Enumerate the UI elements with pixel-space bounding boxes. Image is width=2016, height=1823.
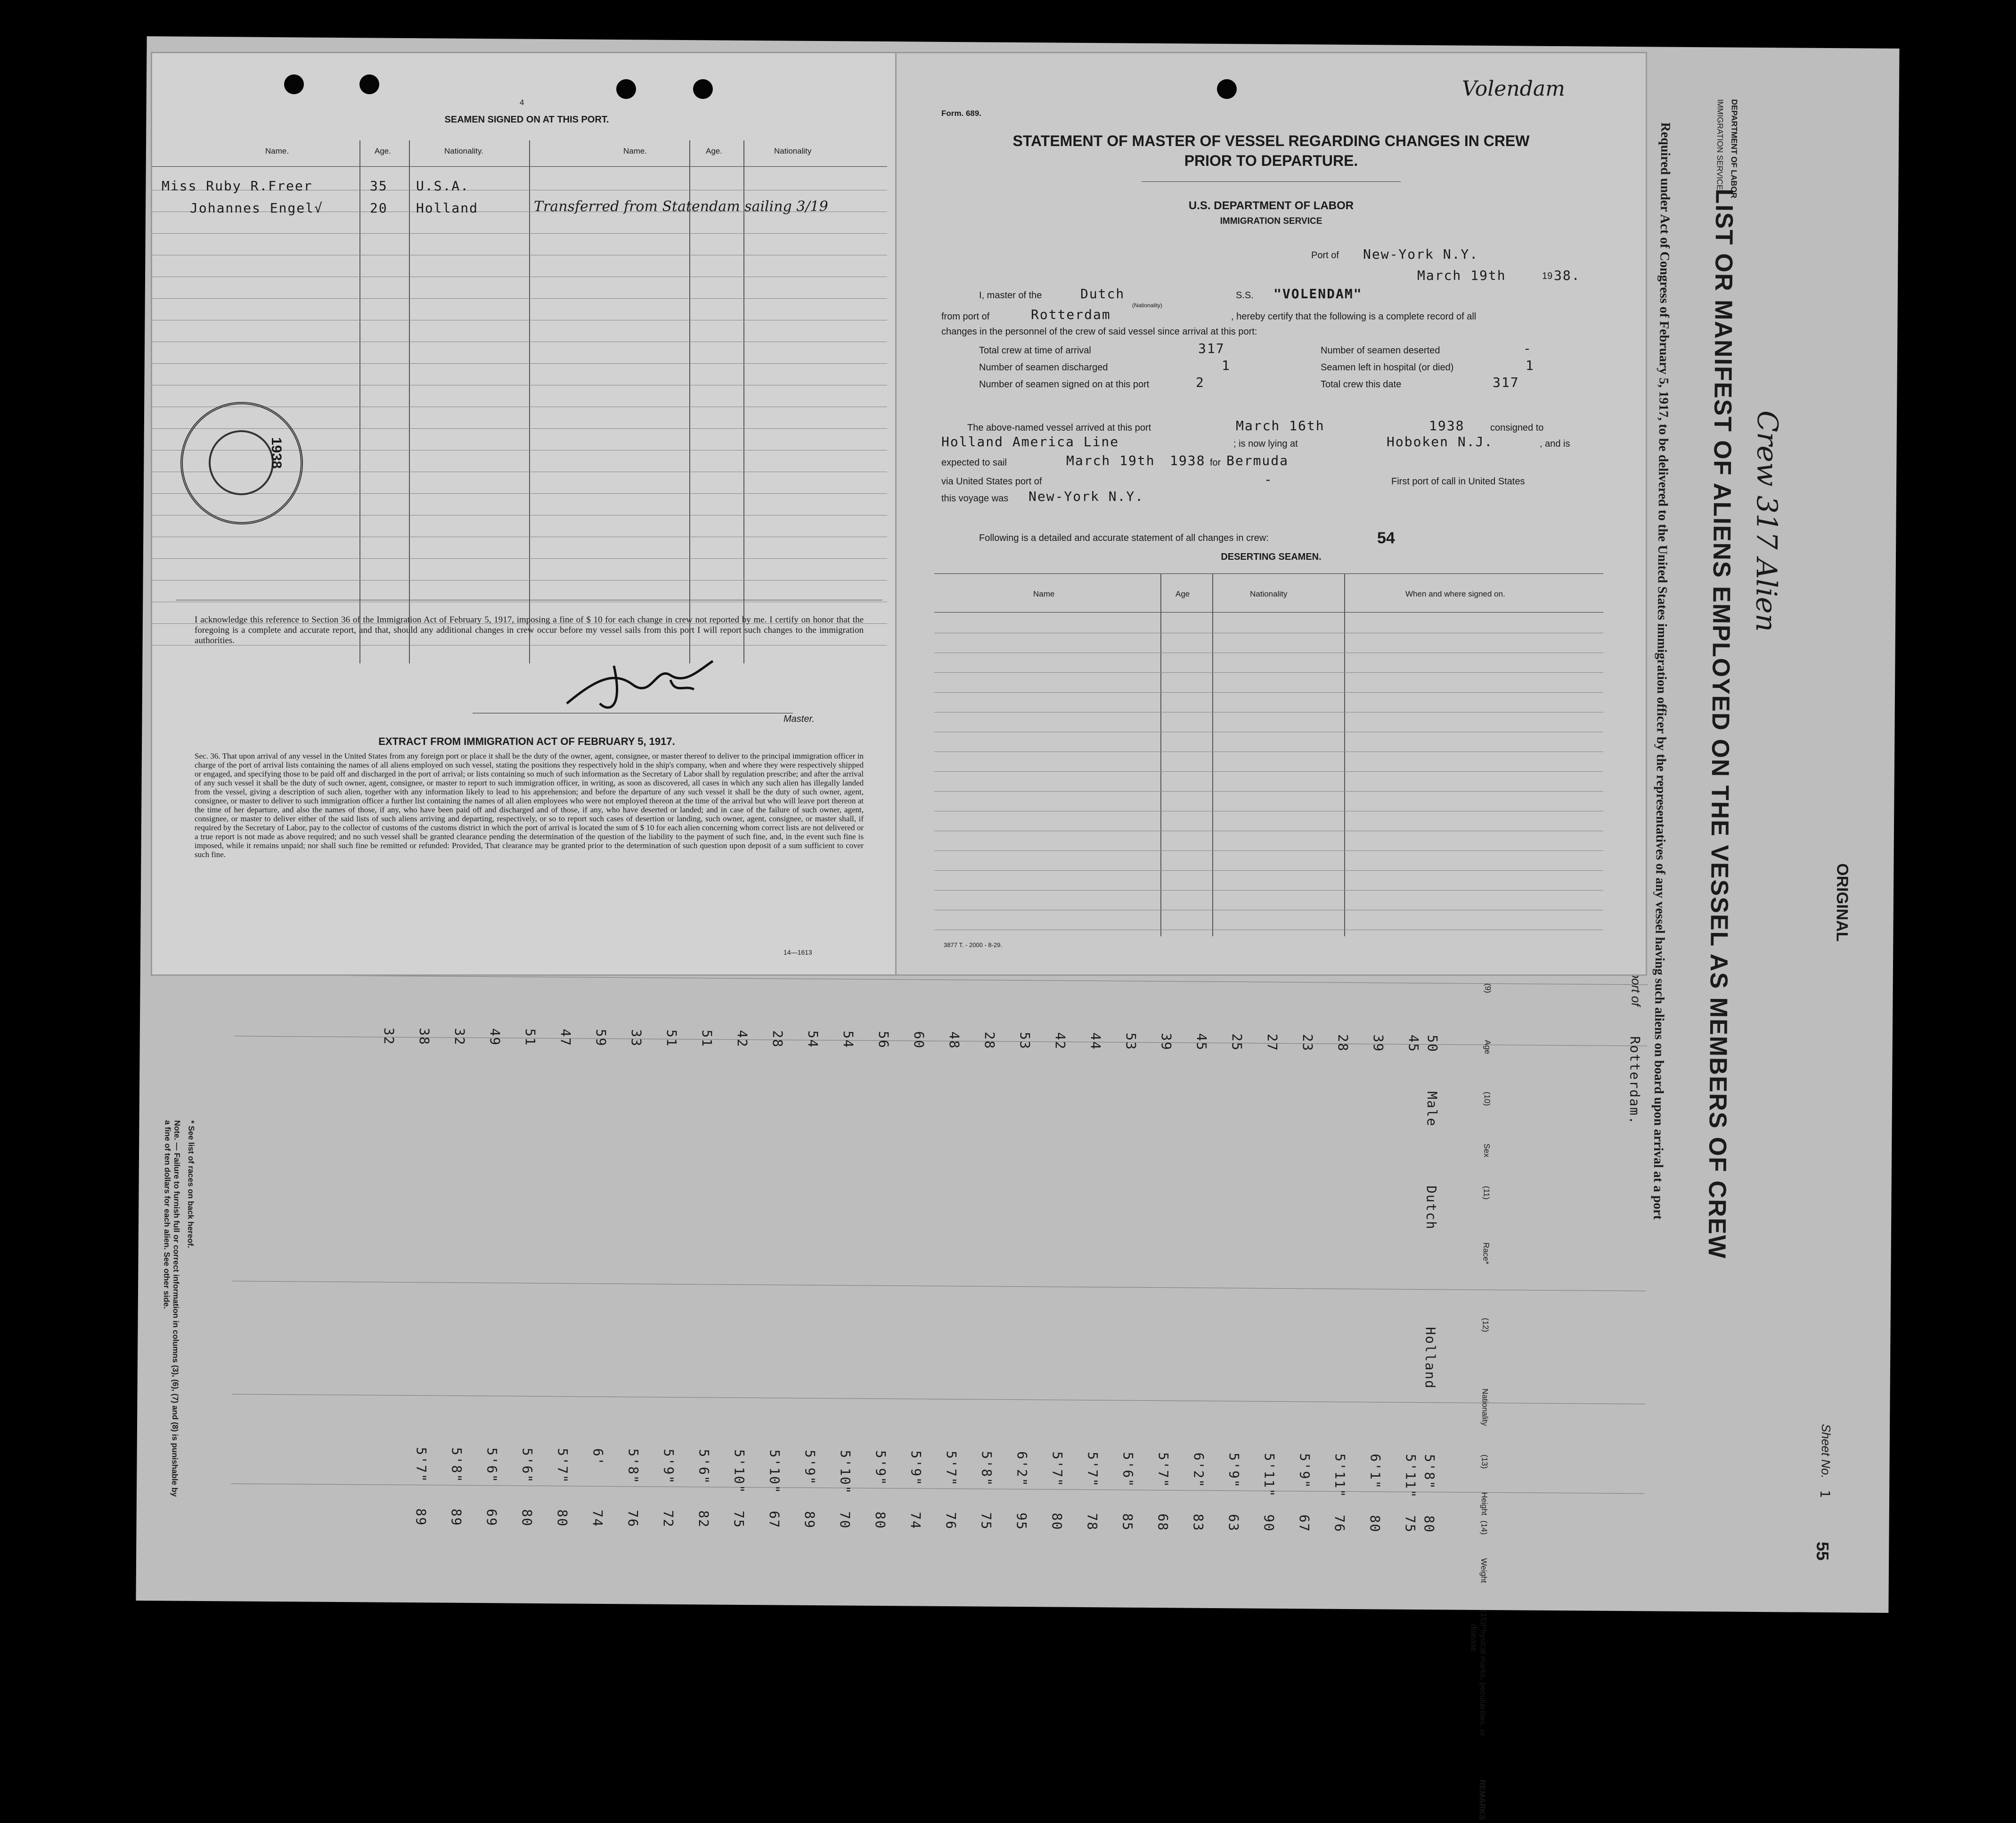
row1-nationality: Holland (1422, 1327, 1438, 1390)
col-age-2: Age. (706, 147, 722, 155)
deserting-header-rule (934, 573, 1603, 574)
signed-row-1-name: Miss Ruby R.Freer (162, 178, 313, 194)
master-label: Master. (784, 714, 815, 724)
manifest-height-cell: 5'8" (449, 1447, 465, 1483)
signed-row-1-nationality: U.S.A. (416, 178, 470, 194)
manifest-weight-cell: 74 (589, 1509, 605, 1528)
col-age: Age (1483, 1039, 1492, 1055)
sheet-label: Sheet No. (1819, 1423, 1834, 1479)
manifest-height-cell: 6'2" (1191, 1452, 1207, 1488)
manifest-age-cell: 51 (699, 1030, 715, 1048)
manifest-height-cell: 5'6" (519, 1447, 535, 1484)
row1-race: Dutch (1423, 1185, 1439, 1230)
table-row-rule (934, 672, 1603, 673)
manifest-age-cell: 56 (875, 1030, 891, 1049)
manifest-weight-cell: 90 (1261, 1514, 1277, 1532)
col-sex: Sex (1482, 1143, 1492, 1158)
manifest-weight-cell: 68 (1155, 1513, 1171, 1532)
manifest-weight-cell: 89 (448, 1508, 464, 1527)
grid-line (1160, 573, 1161, 936)
here-label: , and is (1540, 439, 1570, 449)
stat-label-deserted: Number of seamen deserted (1321, 345, 1440, 356)
manifest-height-cell: 5'10" (837, 1450, 853, 1495)
certify-text: , hereby certify that the following is a complete record of all (1231, 311, 1477, 322)
stat-label-total-date: Total crew this date (1321, 379, 1402, 390)
table-row-rule (152, 363, 887, 364)
manifest-age-cell: 44 (1087, 1032, 1103, 1050)
punch-hole (1217, 79, 1237, 99)
port-label: Port of (1311, 250, 1339, 261)
table-row-rule (934, 791, 1603, 792)
manifest-age-cell: 49 (487, 1028, 503, 1046)
row1-age: 50 (1424, 1035, 1440, 1053)
department-name: U.S. DEPARTMENT OF LABOR (1188, 199, 1354, 212)
manifest-title: LIST OR MANIFEST OF ALIENS EMPLOYED ON THE VESSEL AS MEMBERS OF CREW (1703, 188, 1738, 1259)
lying-at: Hoboken N.J. (1387, 434, 1494, 450)
manifest-age-cell: 48 (946, 1031, 962, 1049)
deserting-col-age: Age (1175, 589, 1190, 598)
deserting-title: DESERTING SEAMEN. (1221, 552, 1322, 562)
col-nationality-1: Nationality. (444, 147, 483, 155)
grid-line (409, 140, 410, 663)
manifest-weight-cell: 76 (943, 1512, 959, 1530)
nationality-caption: (Nationality) (1132, 302, 1163, 309)
row1-height: 5'8" (1421, 1454, 1437, 1490)
manifest-rule (235, 974, 1648, 985)
manifest-height-cell: 5'9" (661, 1448, 677, 1485)
manifest-subtitle: Required under Act of Congress of February 5, 1917, to be delivered to the United States immigration officer by the representatives of any vessel having such aliens on board upon arrival at a port (1650, 122, 1673, 1220)
punch-hole (359, 74, 379, 94)
footnote-1: * See list of races on back hereof. (186, 1120, 196, 1249)
original-label: ORIGINAL (1833, 863, 1852, 942)
via-value: - (1264, 472, 1273, 487)
stamp-inner-ring (209, 430, 274, 495)
deserting-col-nationality: Nationality (1250, 589, 1288, 598)
manifest-height-cell: 5'7" (413, 1447, 429, 1483)
deserting-col-name: Name (1033, 589, 1055, 598)
signed-row-1-age: 35 (370, 178, 388, 194)
table-row-rule (152, 558, 887, 559)
manifest-weight-cell: 80 (554, 1509, 570, 1528)
statement-date: March 19th (1417, 268, 1506, 283)
consignee: Holland America Line (941, 434, 1119, 450)
manifest-height-cell: 5'7" (1049, 1451, 1065, 1488)
changes-count: 54 (1377, 529, 1395, 547)
manifest-department: DEPARTMENT OF LABOR (1729, 99, 1739, 198)
port-value: New-York N.Y. (1363, 246, 1479, 262)
manifest-rule (232, 1394, 1645, 1404)
immigration-service-stamp (180, 402, 303, 524)
manifest-age-cell: 51 (663, 1029, 679, 1047)
manifest-weight-cell: 69 (483, 1509, 499, 1527)
manifest-age-cell: 28 (981, 1031, 997, 1050)
manifest-height-cell: 5'9" (1226, 1453, 1242, 1488)
col-age-1: Age. (375, 147, 391, 155)
page-number: 4 (520, 98, 524, 107)
first-port-label: First port of call in United States (1391, 476, 1525, 487)
col-race: Race* (1481, 1242, 1491, 1265)
footer-code: 3877 T. - 2000 - 8-29. (944, 941, 1003, 948)
statement-title-2: PRIOR TO DEPARTURE. (1184, 152, 1358, 169)
manifest-service: IMMIGRATION SERVICE (1715, 99, 1725, 190)
manifest-age-cell: 54 (840, 1030, 856, 1049)
manifest-height-cell: 5'8" (979, 1451, 995, 1487)
manifest-weight-cell: 82 (695, 1510, 711, 1529)
manifest-height-cell: 5'9" (802, 1449, 818, 1486)
year-value: 38. (1554, 268, 1581, 283)
via-label: via United States port of (941, 476, 1042, 487)
table-row-rule (934, 850, 1603, 851)
manifest-age-cell: 39 (1158, 1033, 1174, 1051)
manifest-height-cell: 5'11" (1261, 1453, 1277, 1498)
grid-line (689, 140, 690, 663)
manifest-age-cell: 60 (911, 1031, 927, 1049)
manifest-age-cell: 39 (1370, 1034, 1386, 1053)
punch-hole (284, 74, 304, 94)
col-physical-num: (15) (1479, 1610, 1488, 1625)
manifest-age-cell: 42 (734, 1030, 750, 1048)
manifest-height-cell: 5'11" (1403, 1454, 1419, 1499)
manifest-weight-cell: 72 (660, 1510, 676, 1528)
manifest-weight-cell: 83 (1190, 1513, 1206, 1532)
voyage-label: this voyage was (941, 493, 1009, 504)
stat-hospital: 1 (1526, 358, 1534, 373)
manifest-age-cell: 32 (381, 1027, 397, 1046)
destination: Bermuda (1226, 453, 1289, 468)
table-row-rule (152, 233, 887, 234)
footnote-2: Note. — Failure to furnish full or correct information in columns (3), (6), (7) and (8) is punishable by a fine of ten dollars for each alien. See other side. (162, 1120, 182, 1497)
from-port-label: from port of (941, 311, 990, 322)
sheet-no: 1 (1817, 1489, 1833, 1499)
sail-date: March 19th (1066, 453, 1155, 468)
col-weight-num: (14) (1479, 1520, 1489, 1535)
manifest-height-cell: 5'6" (696, 1449, 712, 1485)
manifest-age-cell: 28 (1335, 1034, 1351, 1052)
manifest-weight-cell: 74 (907, 1512, 923, 1530)
manifest-height-cell: 5'6" (1120, 1452, 1136, 1488)
col-name-1: Name. (265, 147, 289, 155)
manifest-weight-cell: 70 (837, 1511, 853, 1529)
sail-year: 1938 (1170, 453, 1206, 468)
table-row-rule (934, 870, 1603, 871)
col-nationality-num: (12) (1481, 1317, 1490, 1333)
seamen-signed-on-title: SEAMEN SIGNED ON AT THIS PORT. (444, 114, 609, 125)
manifest-weight-cell: 95 (1013, 1512, 1029, 1530)
manifest-weight-cell: 67 (766, 1511, 782, 1529)
manifest-age-cell: 54 (805, 1030, 821, 1048)
manifest-weight-cell: 75 (731, 1510, 747, 1529)
table-row-rule (934, 890, 1603, 891)
statement-title-1: STATEMENT OF MASTER OF VESSEL REGARDING CHANGES IN CREW (1012, 132, 1530, 149)
ss-label: S.S. (1236, 290, 1254, 301)
row1-sex: Male (1424, 1091, 1440, 1127)
certify-text-2: changes in the personnel of the crew of said vessel since arrival at this port: (941, 327, 1257, 337)
manifest-age-cell: 25 (1229, 1033, 1245, 1052)
manifest-age-cell: 28 (769, 1030, 785, 1048)
manifest-weight-cell: 80 (519, 1509, 535, 1527)
manifest-height-cell: 5'8" (625, 1448, 641, 1484)
manifest-age-cell: 47 (557, 1029, 573, 1047)
stamp-year: 1938 (269, 437, 284, 469)
stat-label-discharged: Number of seamen discharged (979, 362, 1108, 373)
manifest-age-cell: 23 (1299, 1034, 1315, 1052)
manifest-height-cell: 6'2" (1014, 1451, 1030, 1487)
manifest-height-cell: 5'9" (1297, 1453, 1313, 1489)
manifest-rule (232, 1281, 1646, 1291)
manifest-height-cell: 5'7" (1085, 1452, 1101, 1488)
col-nationality-2: Nationality (774, 147, 812, 155)
from-port: Rotterdam. (1626, 1036, 1643, 1125)
year-prefix: 19 (1542, 271, 1553, 281)
col-sex-num: (10) (1482, 1091, 1492, 1106)
table-row-rule (152, 298, 887, 299)
manifest-height-cell: 6' (590, 1448, 606, 1466)
manifest-weight-cell: 76 (625, 1510, 641, 1528)
handwritten-vessel-name: Volendam (1462, 77, 1565, 101)
manifest-height-cell: 6'1" (1367, 1454, 1383, 1489)
manifest-weight-cell: 67 (1296, 1514, 1312, 1533)
page-total: 55 (1813, 1541, 1833, 1561)
manifest-height-cell: 5'7" (943, 1450, 959, 1487)
col-height-num: (13) (1480, 1454, 1489, 1469)
col-race-num: (11) (1482, 1185, 1491, 1200)
manifest-height-cell: 5'7" (1155, 1452, 1171, 1488)
punch-hole (693, 79, 713, 99)
stat-label-signed-on: Number of seamen signed on at this port (979, 379, 1150, 390)
manifest-height-cell: 5'7" (555, 1448, 571, 1484)
form-code: 14—1613 (784, 948, 812, 956)
stat-label-total-arrival: Total crew at time of arrival (979, 345, 1091, 356)
manifest-age-cell: 53 (1017, 1032, 1033, 1050)
col-name-2: Name. (623, 147, 647, 155)
manifest-age-cell: 45 (1193, 1033, 1209, 1051)
form-number: Form. 689. (941, 109, 982, 118)
stat-deserted: - (1523, 341, 1532, 356)
row1-weight: 80 (1421, 1515, 1437, 1533)
grid-line (359, 140, 360, 663)
manifest-weight-cell: 80 (872, 1511, 888, 1529)
col-remarks: REMARKS (1477, 1779, 1487, 1820)
manifest-height-cell: 5'9" (908, 1450, 924, 1487)
stat-total-arrival: 317 (1198, 341, 1225, 356)
col-weight: Weight (1479, 1558, 1489, 1583)
arrived-date: March 16th (1236, 418, 1325, 433)
following-label: Following is a detailed and accurate statement of all changes in crew: (979, 533, 1269, 543)
manifest-weight-cell: 80 (1367, 1515, 1383, 1533)
for-label: for (1210, 458, 1221, 468)
manifest-age-cell: 32 (451, 1028, 467, 1046)
stat-discharged: 1 (1222, 358, 1231, 373)
arrived-label: The above-named vessel arrived at this port (967, 423, 1151, 433)
col-height: Height (1479, 1492, 1489, 1516)
arrived-year: 1938 (1429, 418, 1465, 433)
manifest-weight-cell: 85 (1119, 1513, 1135, 1531)
manifest-age-cell: 42 (1052, 1032, 1068, 1050)
manifest-weight-cell: 75 (978, 1512, 994, 1530)
manifest-weight-cell: 89 (801, 1511, 817, 1529)
manifest-age-cell: 53 (1123, 1032, 1139, 1051)
manifest-weight-cell: 89 (413, 1508, 429, 1527)
deserting-subheader-rule (934, 612, 1603, 613)
manifest-weight-cell: 75 (1402, 1515, 1418, 1533)
stat-label-hospital: Seamen left in hospital (or died) (1321, 362, 1454, 373)
vessel-nationality: Dutch (1080, 286, 1125, 302)
lying-label: ; is now lying at (1233, 439, 1298, 449)
consigned-label: consigned to (1490, 423, 1544, 433)
from-port-value: Rotterdam (1031, 307, 1111, 322)
col-nationality: Nationality (1480, 1388, 1490, 1426)
grid-line (1212, 573, 1213, 936)
signed-row-2-name: Johannes Engel√ (190, 200, 323, 216)
grid-line (529, 140, 530, 663)
deserting-col-when-where: When and where signed on. (1405, 589, 1505, 598)
service-name: IMMIGRATION SERVICE (1220, 216, 1322, 226)
manifest-height-cell: 5'10" (731, 1449, 747, 1494)
acknowledgement-text: I acknowledge this reference to Section 36 of the Immigration Act of February 5, 1917, imposing a fine of $ 10 for each change in crew not reported by me. I certify on honor that the foregoing is a complete and accurate report, and that, should any additional changes in crew occur before my vessel sails from this port I will report such changes to the immigration authorities. (195, 615, 864, 646)
manifest-age-cell: 59 (593, 1029, 609, 1047)
handwritten-crew-total: Crew 317 Alien (1749, 410, 1784, 632)
title-rule (1142, 181, 1401, 182)
manifest-weight-cell: 76 (1331, 1514, 1347, 1533)
manifest-weight-cell: 78 (1084, 1513, 1100, 1531)
statement-of-master-page (895, 52, 1647, 976)
signed-row-2-age: 20 (370, 200, 388, 216)
manifest-age-cell: 33 (628, 1029, 644, 1047)
seamen-signed-on-page (151, 52, 903, 976)
manifest-height-cell: 5'10" (767, 1449, 783, 1494)
signed-row-2-nationality: Holland (416, 200, 479, 216)
stat-signed-on: 2 (1196, 375, 1205, 390)
extract-text: Sec. 36. That upon arrival of any vessel in the United States from any foreign port or place it shall be the duty of the owner, agent, consignee, or master thereof to deliver to the principal immigration officer in charge of the port of arrival lists containing the names of all aliens employed on such vessel, stating the positions they respectively hold in the ship's company, when and where they were respectively shipped or engaged, and specifying those to be paid off and discharged in the port of arrival; or lists containing so much of such information as the Secretary of Labor shall by regulation prescribe; and after the arrival of any such vessel it shall be the duty of such owner, agent, consignee, or master to report to such immigration officer, in writing, as soon as discovered, all cases in which any such alien has illegally landed from the vessel, giving a description of such alien, together with any information likely to lead to his apprehension; and before the departure of any such vessel it shall be the duty of such owner, agent, consignee, or master to deliver to such immigration officer a further list containing the names of all alien employees who were not employed thereon at the time of the arrival but who will leave port thereon at the time of her departure, and also the names of those, if any, who have been paid off and discharged and of those, if any, who have deserted or landed; and in case of the failure of such owner, agent, consignee, or master to deliver either of the said lists of such aliens arriving and departing, respectively, or so to report such cases of desertion or landing, such owner, agent, consignee, or master shall, if required by the Secretary of Labor, pay to the collector of customs of the customs district in which the port of arrival is located the sum of $ 10 for each alien concerning whom correct lists are not delivered or a true report is not made as above required; and no such vessel shall be granted clearance pending the determination of the question of the liability to the payment of such fine, and, in the event such fine is imposed, while it remains unpaid; nor shall such fine be remitted or refunded: Provided, That clearance may be granted prior to the determination of such question upon deposit of a sum sufficient to cover such fine. (195, 752, 864, 859)
manifest-height-cell: 5'6" (484, 1447, 500, 1483)
transfer-note: Transferred from Statendam sailing 3/19 (534, 198, 828, 215)
manifest-age-cell: 45 (1405, 1034, 1421, 1053)
col-physical: Physical marks, peculiarities, or disease (1469, 1624, 1488, 1737)
table-row-rule (934, 692, 1603, 693)
voyage-port: New-York N.Y. (1028, 489, 1144, 504)
manifest-age-cell: 38 (416, 1028, 432, 1046)
stat-total-date: 317 (1493, 375, 1519, 390)
master-of-label: I, master of the (979, 290, 1042, 301)
table-row-rule (934, 771, 1603, 772)
punch-hole (616, 79, 636, 99)
vessel-name: "VOLENDAM" (1273, 286, 1363, 302)
table-header-rule (152, 166, 887, 167)
manifest-age-cell: 27 (1264, 1033, 1280, 1052)
grid-line (743, 140, 744, 663)
manifest-height-cell: 5'11" (1332, 1453, 1348, 1498)
master-signature (557, 652, 746, 718)
manifest-weight-cell: 80 (1049, 1512, 1065, 1531)
manifest-age-cell: 51 (522, 1028, 538, 1046)
sail-label: expected to sail (941, 458, 1007, 468)
extract-title: EXTRACT FROM IMMIGRATION ACT OF FEBRUARY 5, 1917. (378, 736, 675, 747)
col-age-num: (9) (1483, 983, 1493, 993)
manifest-weight-cell: 63 (1225, 1514, 1241, 1532)
manifest-height-cell: 5'9" (873, 1450, 889, 1486)
grid-line (1344, 573, 1345, 936)
